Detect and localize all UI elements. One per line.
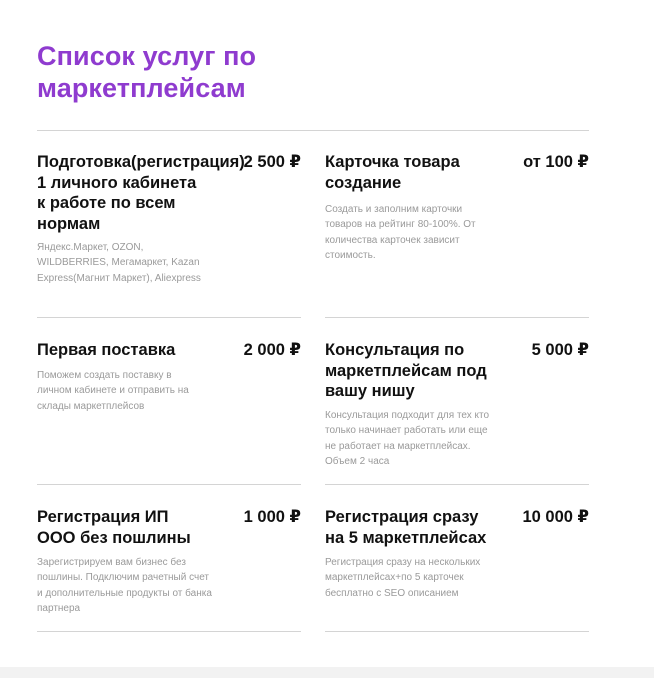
service-name: Карточка товара создание: [325, 153, 460, 192]
service-description: Регистрация сразу на нескольких маркетплейсах+по 5 карточек бесплатно с SEO описанием: [325, 557, 481, 599]
service-description: Зарегистрируем вам бизнес без пошлины. Подключим рачетный счет и дополнительные продукты от банка партнера: [37, 557, 212, 614]
divider: [37, 317, 301, 318]
service-card-consultation: [325, 340, 589, 470]
service-description: Яндекс.Маркет, OZON, WILDBERRIES, Мегамаркет, Kazan Express(Магнит Маркет), Aliexpress: [37, 242, 201, 284]
service-description: Создать и заполним карточки товаров на рейтинг 80-100%. От количества карточек зависит стоимость.: [325, 204, 476, 261]
divider: [37, 130, 589, 131]
service-price: 1 000 ₽: [243, 508, 301, 526]
service-card-cabinet-setup: [37, 152, 301, 302]
divider: [325, 631, 589, 632]
service-card-first-delivery: [37, 340, 301, 470]
service-name: Первая поставка: [37, 341, 176, 359]
service-name: Консультация по маркетплейсам под вашу нишу: [325, 341, 487, 400]
service-name: Регистрация ИП ООО без пошлины: [37, 508, 191, 547]
divider: [37, 484, 301, 485]
service-description: Консультация подходит для тех кто только начинает работать или еще не работает на маркетплейсах. Объем 2 часа: [325, 410, 490, 467]
service-name: Регистрация сразу на 5 маркетплейсах: [325, 508, 487, 547]
service-price: от 100 ₽: [523, 153, 589, 171]
page-title: Список услуг по маркетплейсам: [37, 41, 257, 103]
service-card-product-card: [325, 152, 589, 302]
service-price: 5 000 ₽: [531, 341, 589, 359]
service-card-ip-registration: [37, 507, 301, 627]
service-price: 10 000 ₽: [522, 508, 589, 526]
footer-band: [0, 667, 654, 678]
divider: [37, 631, 301, 632]
divider: [325, 317, 589, 318]
divider: [325, 484, 589, 485]
service-price: 2 000 ₽: [243, 341, 301, 359]
service-card-five-marketplaces: [325, 507, 589, 627]
service-description: Поможем создать поставку в личном кабинете и отправить на склады маркетплейсов: [37, 370, 189, 412]
service-name: Подготовка(регистрация) 1 личного кабинета к работе по всем нормам: [37, 153, 245, 233]
service-price: 2 500 ₽: [243, 153, 301, 171]
